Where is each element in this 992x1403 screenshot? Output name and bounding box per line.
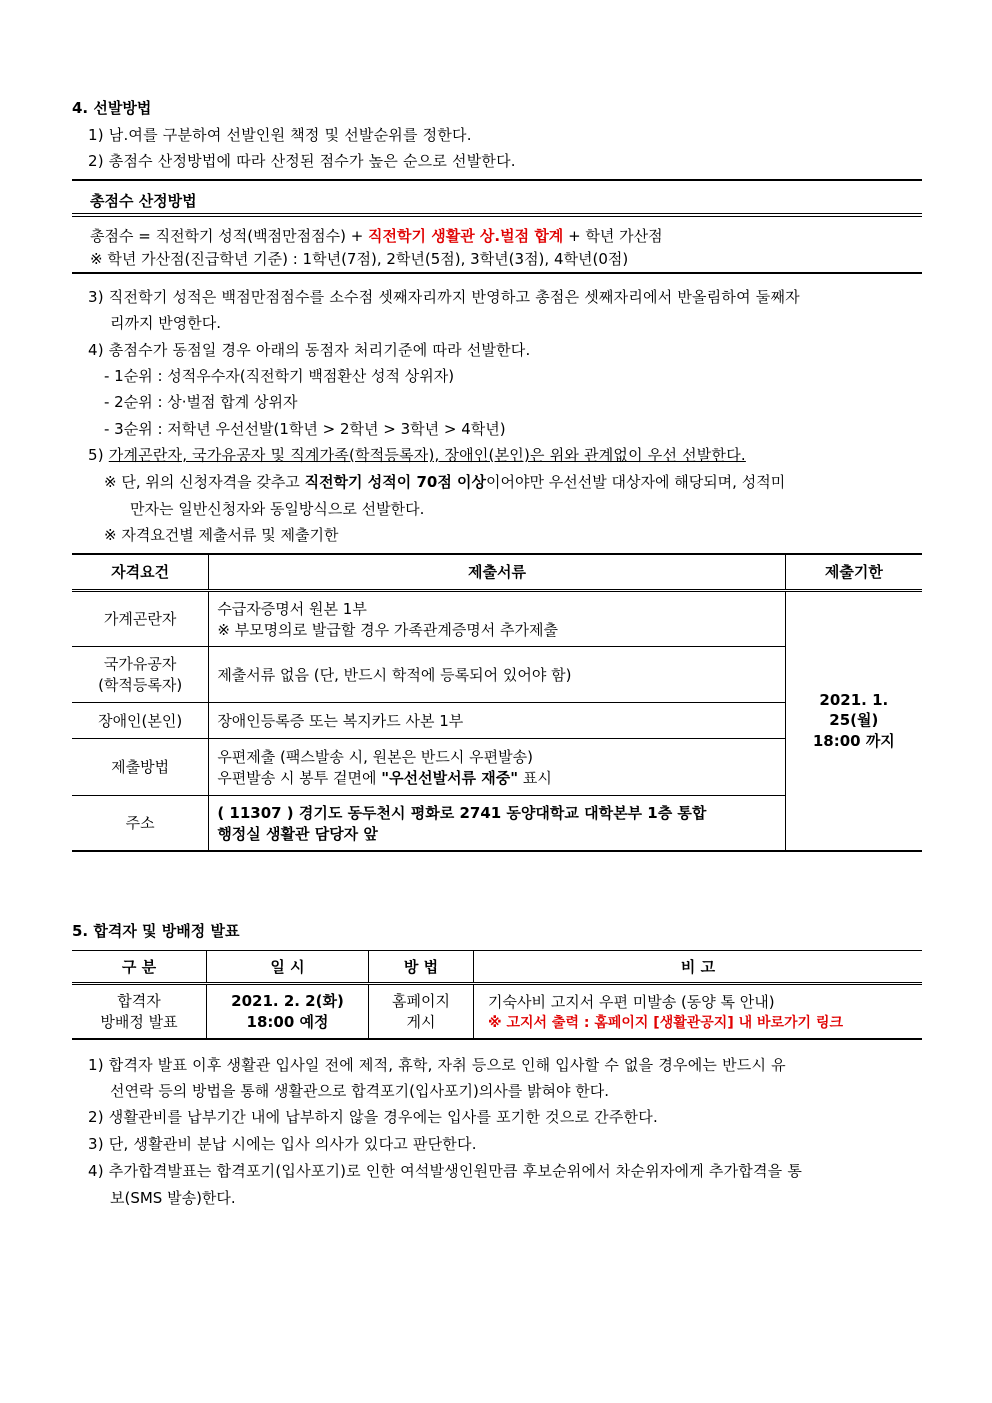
qual-line: 국가유공자 bbox=[103, 655, 177, 673]
category-cell bbox=[72, 984, 207, 1039]
cell-line: 방배정 발표 bbox=[100, 1013, 178, 1032]
s4-line-5 bbox=[88, 444, 746, 465]
announcement-table bbox=[72, 950, 922, 1040]
header-deadline: 제출기한 bbox=[785, 554, 922, 590]
formula-part: 총점수 = 직전학기 성적(백점만점점수) + bbox=[90, 227, 369, 245]
doc-line: 수급자증명서 원본 1부 bbox=[217, 599, 367, 618]
documents-cell bbox=[209, 738, 785, 795]
formula-part-end: + 학년 가산점 bbox=[563, 227, 663, 245]
s5-note-1b: 선연락 등의 방법을 통해 생활관으로 합격포기(입사포기)의사를 밝혀야 한다. bbox=[110, 1082, 610, 1100]
s4-line-4: 4) 총점수가 동점일 경우 아래의 동점자 처리기준에 따라 선발한다. bbox=[88, 341, 531, 359]
rank-3: - 3순위 : 저학년 우선선발(1학년 > 2학년 > 3학년 > 4학년) bbox=[104, 420, 506, 438]
s5-note-4b: 보(SMS 발송)한다. bbox=[110, 1189, 236, 1207]
note-1-c: 이어야만 우선선발 대상자에 해당되며, 성적미 bbox=[486, 473, 786, 491]
cell-line: 18:00 예정 bbox=[246, 1013, 329, 1032]
qualification-cell bbox=[72, 646, 209, 702]
remarks-cell bbox=[474, 984, 923, 1039]
doc-line: ※ 부모명의로 발급할 경우 가족관계증명서 추가제출 bbox=[217, 620, 559, 639]
documents-cell: 장애인등록증 또는 복지카드 사본 1부 bbox=[209, 702, 785, 738]
s4-line-1: 1) 남.여를 구분하여 선발인원 책정 및 선발순위를 정한다. bbox=[88, 126, 472, 144]
note-2: ※ 자격요건별 제출서류 및 제출기한 bbox=[104, 526, 339, 544]
address-line: ( 11307 ) 경기도 동두천시 평화로 2741 동양대학교 대학본부 1층 통합 bbox=[217, 803, 707, 822]
section-4-title: 4. 선발방법 bbox=[72, 99, 152, 117]
doc-bold: "우선선발서류 재중" bbox=[381, 768, 519, 787]
header-category: 구 분 bbox=[72, 951, 207, 984]
rank-1: - 1순위 : 성적우수자(직전학기 백점환산 성적 상위자) bbox=[104, 367, 455, 385]
address-cell bbox=[209, 795, 785, 851]
doc-line: 우편제출 (팩스발송 시, 원본은 반드시 우편발송) bbox=[217, 747, 533, 766]
qualification-cell: 주소 bbox=[72, 795, 209, 851]
table-row bbox=[72, 984, 922, 1039]
cell-line: 2021. 2. 2(화) bbox=[231, 992, 344, 1011]
score-formula bbox=[90, 225, 663, 246]
address-line: 행정실 생활관 담당자 앞 bbox=[217, 824, 378, 843]
box-bottom-rule bbox=[72, 272, 922, 274]
line-5-number: 5) bbox=[88, 446, 109, 464]
cell-line: 게시 bbox=[406, 1013, 436, 1032]
note-1-a: ※ 단, 위의 신청자격을 갖추고 bbox=[104, 473, 305, 491]
header-qualification: 자격요건 bbox=[72, 554, 209, 590]
qualification-cell: 장애인(본인) bbox=[72, 702, 209, 738]
s5-note-3: 3) 단, 생활관비 분납 시에는 입사 의사가 있다고 판단한다. bbox=[88, 1135, 477, 1153]
documents-cell: 제출서류 없음 (단, 반드시 학적에 등록되어 있어야 함) bbox=[209, 646, 785, 702]
deadline-time: 18:00 까지 bbox=[812, 731, 895, 750]
note-1-bold: 직전학기 성적이 70점 이상 bbox=[304, 473, 487, 491]
s4-line-3a: 3) 직전학기 성적은 백점만점점수를 소수점 셋째자리까지 반영하고 총점은 셋째자리에서 반올림하여 둘째자 bbox=[88, 288, 800, 306]
datetime-cell bbox=[207, 984, 369, 1039]
formula-highlight: 직전학기 생활관 상.벌점 합계 bbox=[368, 227, 564, 245]
qual-line: (학적등록자) bbox=[98, 676, 183, 694]
header-datetime: 일 시 bbox=[207, 951, 369, 984]
header-method: 방 법 bbox=[369, 951, 474, 984]
s4-line-3b: 리까지 반영한다. bbox=[110, 314, 221, 332]
doc-line bbox=[217, 767, 776, 788]
method-cell bbox=[369, 984, 474, 1039]
s5-note-4a: 4) 추가합격발표는 합격포기(입사포기)로 인한 여석발생인원만큼 후보순위에서 차순위자에게 추가합격을 통 bbox=[88, 1162, 803, 1180]
table-row bbox=[72, 590, 922, 646]
qualification-cell: 가계곤란자 bbox=[72, 590, 209, 646]
cell-line: 합격자 bbox=[117, 992, 161, 1011]
s4-line-2: 2) 총점수 산정방법에 따라 산정된 점수가 높은 순으로 선발한다. bbox=[88, 152, 516, 170]
remarks-red-line: ※ 고지서 출력 : 홈페이지 [생활관공지] 내 바로가기 링크 bbox=[488, 1014, 844, 1031]
doc-text: 우편발송 시 봉투 겉면에 bbox=[217, 768, 382, 787]
cell-line: 기숙사비 고지서 우편 미발송 (동양 톡 안내) bbox=[488, 992, 775, 1011]
header-remarks: 비 고 bbox=[474, 951, 923, 984]
deadline-date: 2021. 1. 25(월) bbox=[819, 690, 889, 729]
s5-note-1a: 1) 합격자 발표 이후 생활관 입사일 전에 제적, 휴학, 자취 등으로 인해 입사할 수 없을 경우에는 반드시 유 bbox=[88, 1056, 786, 1074]
score-box-title: 총점수 산정방법 bbox=[90, 192, 197, 210]
rank-2: - 2순위 : 상·벌점 합계 상위자 bbox=[104, 393, 298, 411]
header-documents: 제출서류 bbox=[209, 554, 785, 590]
s5-note-2: 2) 생활관비를 납부기간 내에 납부하지 않을 경우에는 입사를 포기한 것으로 간주한다. bbox=[88, 1108, 658, 1126]
table-header-row bbox=[72, 951, 922, 984]
table-header-row bbox=[72, 554, 922, 590]
doc-text: 표시 bbox=[518, 768, 552, 787]
qualification-cell: 제출방법 bbox=[72, 738, 209, 795]
deadline-cell bbox=[785, 590, 922, 851]
note-1-continued: 만자는 일반신청자와 동일방식으로 선발한다. bbox=[130, 500, 425, 518]
documents-cell bbox=[209, 590, 785, 646]
line-5-underlined: 가계곤란자, 국가유공자 및 직계가족(학적등록자), 장애인(본인)은 위와 관계없이 우선 선발한다. bbox=[108, 446, 746, 464]
cell-line: 홈페이지 bbox=[392, 992, 450, 1011]
section-5-title: 5. 합격자 및 방배정 발표 bbox=[72, 922, 240, 940]
documents-table bbox=[72, 553, 922, 852]
box-top-rule bbox=[72, 179, 922, 181]
grade-bonus-note: ※ 학년 가산점(진급학년 기준) : 1학년(7점), 2학년(5점), 3학년(3점), 4학년(0점) bbox=[90, 250, 629, 268]
box-double-rule bbox=[72, 213, 922, 217]
note-1 bbox=[104, 471, 785, 492]
